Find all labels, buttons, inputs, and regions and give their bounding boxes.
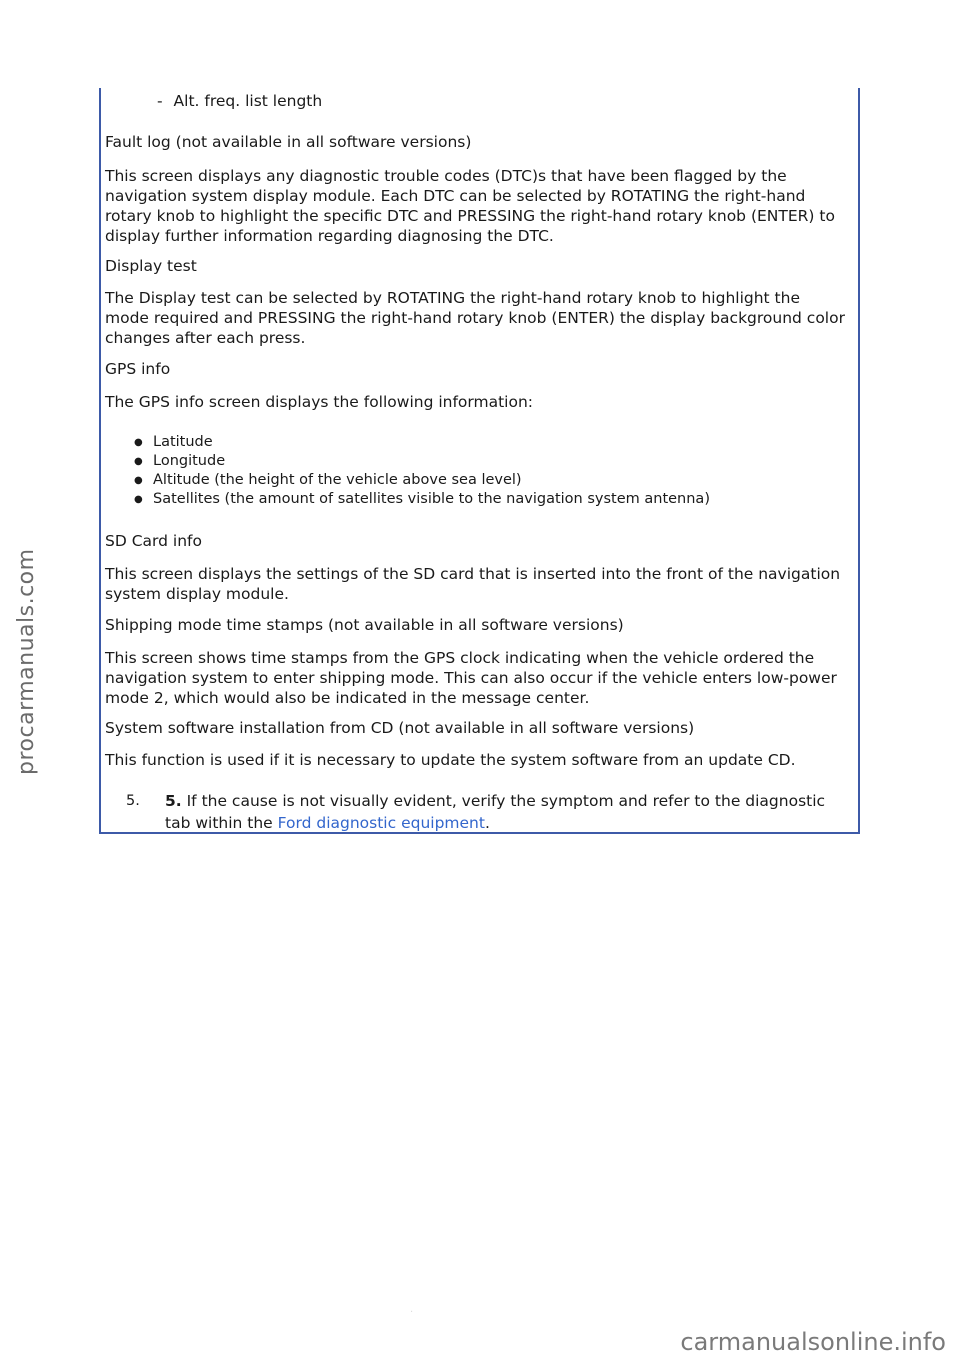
- gps-info-list: [105, 433, 710, 509]
- step-number: 5.: [126, 793, 140, 809]
- bottom-watermark: carmanualsonline.info: [680, 1328, 946, 1356]
- sub-list-text: Alt. freq. list length: [173, 92, 323, 110]
- step-5: [105, 790, 848, 834]
- dash-marker: -: [157, 92, 163, 110]
- heading-shipping-mode: Shipping mode time stamps (not available in all software versions): [105, 616, 624, 634]
- step-bold-number: 5.: [165, 792, 182, 810]
- step-end: .: [484, 814, 490, 832]
- sub-list-item: [157, 92, 322, 110]
- content-panel: [99, 88, 860, 834]
- step-body: If the cause is not visually evident, verify the symptom and refer to the diagnostic tab within the: [165, 792, 826, 832]
- footer-mark: .: [410, 1304, 414, 1315]
- para-fault-log: This screen displays any diagnostic trouble codes (DTC)s that have been flagged by the navigation system display module. Each DTC can be selected by ROTATING the right-hand rotary knob to highlight the specific DTC and PRESSING the right-hand rotary knob (ENTER) to display further information regarding diagnosing the DTC.: [105, 167, 835, 245]
- heading-gps-info: GPS info: [105, 360, 171, 378]
- para-shipping-mode: This screen shows time stamps from the GPS clock indicating when the vehicle ordered the navigation system to enter shipping mode. This can also occur if the vehicle enters low-power mode 2, which would also be indicated in the message center.: [105, 649, 837, 707]
- step-text: [105, 790, 848, 834]
- list-item: ● Satellites (the amount of satellites visible to the navigation system antenna): [105, 490, 710, 509]
- heading-display-test: Display test: [105, 257, 197, 275]
- list-item: ● Altitude (the height of the vehicle above sea level): [105, 471, 710, 490]
- para-system-software: This function is used if it is necessary to update the system software from an update CD.: [105, 751, 796, 769]
- ford-diagnostic-equipment-link[interactable]: Ford diagnostic equipment: [277, 814, 485, 832]
- side-watermark: procarmanuals.com: [14, 548, 39, 775]
- heading-sd-card-info: SD Card info: [105, 532, 202, 550]
- list-item: ● Longitude: [105, 452, 710, 471]
- para-sd-card-info: This screen displays the settings of the SD card that is inserted into the front of the navigation system display module.: [105, 565, 841, 603]
- para-display-test: The Display test can be selected by ROTATING the right-hand rotary knob to highlight the mode required and PRESSING the right-hand rotary knob (ENTER) the display background color changes after each press.: [105, 289, 845, 347]
- para-gps-info: The GPS info screen displays the following information:: [105, 393, 534, 411]
- heading-system-software: System software installation from CD (not available in all software versions): [105, 719, 695, 737]
- heading-fault-log: Fault log (not available in all software versions): [105, 133, 472, 151]
- list-item: ● Latitude: [105, 433, 710, 452]
